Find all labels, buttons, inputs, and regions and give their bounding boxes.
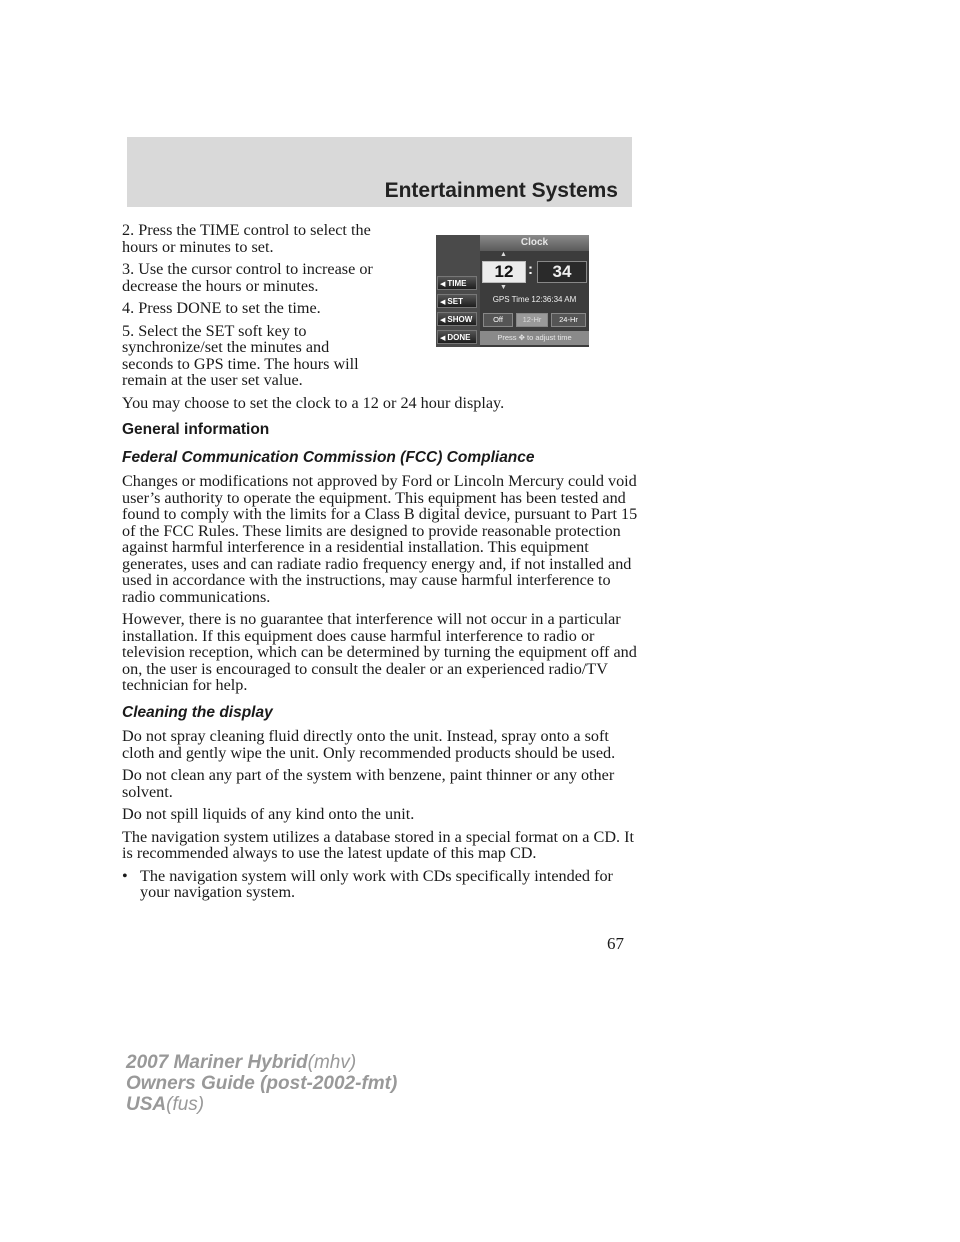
- section-title: Entertainment Systems: [384, 179, 618, 202]
- page-body: [122, 222, 642, 907]
- time-soft-key[interactable]: ◀ TIME: [437, 276, 477, 290]
- left-triangle-icon: ◀: [440, 281, 446, 288]
- clock-24hr-option[interactable]: 24-Hr: [551, 313, 586, 327]
- footer-guide: Owners Guide (post-2002-fmt): [126, 1073, 398, 1094]
- fcc-heading: Federal Communication Commission (FCC) Compliance: [122, 448, 535, 466]
- hours-field[interactable]: 12: [482, 261, 526, 283]
- cursor-control-icon: ✥: [518, 333, 525, 342]
- fcc-paragraph-2: However, there is no guarantee that interference will not occur in a particular installation. If this equipment does cause harmful interference to radio or television reception, which can be determined by turning the equipment off and on, the user is encouraged to consult the dealer or an experienced radio/TV technician for help.: [122, 610, 637, 694]
- footer-market-code: (fus): [166, 1094, 205, 1115]
- set-soft-key[interactable]: ◀ SET: [437, 294, 477, 308]
- time-separator: :: [528, 261, 533, 278]
- footer-vehicle-code: (mhv): [307, 1052, 357, 1073]
- cleaning-paragraph-1: Do not spray cleaning fluid directly onto the unit. Instead, spray onto a soft cloth and gently wipe the unit. Only recommended products should be used.: [122, 727, 616, 762]
- clock-12hr-option[interactable]: 12-Hr: [516, 313, 548, 327]
- footer-vehicle: 2007 Mariner Hybrid: [126, 1052, 308, 1073]
- bullet-icon: •: [122, 866, 128, 885]
- list-item: [122, 868, 642, 901]
- gps-time-readout: GPS Time 12:36:34 AM: [492, 295, 577, 304]
- done-soft-key[interactable]: ◀ DONE: [437, 330, 477, 344]
- show-soft-key[interactable]: ◀ SHOW: [437, 312, 477, 326]
- cleaning-paragraph-2: Do not clean any part of the system with benzene, paint thinner or any other solvent.: [122, 766, 615, 801]
- clock-note: You may choose to set the clock to a 12 or 24 hour display.: [122, 393, 505, 412]
- step-4: 4. Press DONE to set the time.: [122, 299, 321, 317]
- adjust-hint: Press ✥ to adjust time: [480, 331, 589, 345]
- cleaning-paragraph-3: Do not spill liquids of any kind onto the unit.: [122, 805, 415, 823]
- step-2: 2. Press the TIME control to select the hours or minutes to set.: [122, 221, 371, 256]
- footer-market: USA: [126, 1094, 167, 1115]
- down-arrow-icon: ▼: [500, 284, 507, 291]
- document-footer: [126, 1052, 397, 1115]
- page-number: 67: [607, 934, 624, 953]
- left-triangle-icon: ◀: [440, 299, 446, 306]
- left-triangle-icon: ◀: [440, 317, 446, 324]
- up-arrow-icon: ▲: [500, 251, 507, 258]
- fcc-paragraph-1: Changes or modifications not approved by Ford or Lincoln Mercury could void user’s authority to operate the equipment. This equipment has been tested and found to comply with the limits for a Class B digital device, pursuant to Part 15 of the FCC Rules. These limits are designed to provide reasonable protection against harmful interference in a residential installation. This equipment generates, uses and can radiate radio frequency energy and, if not installed and used in accordance with the instructions, may cause harmful interference to radio communications.: [122, 472, 638, 606]
- left-triangle-icon: ◀: [440, 335, 446, 342]
- cleaning-heading: Cleaning the display: [122, 703, 273, 721]
- clock-off-option[interactable]: Off: [483, 313, 513, 327]
- step-5: 5. Select the SET soft key to synchronize/set the minutes and seconds to GPS time. The hours will remain at the user set value.: [122, 321, 359, 389]
- minutes-field[interactable]: 34: [537, 261, 587, 283]
- step-3: 3. Use the cursor control to increase or decrease the hours or minutes.: [122, 260, 373, 295]
- bullet-text: The navigation system will only work with CDs specifically intended for your navigation system.: [140, 866, 613, 901]
- clock-screen-title: Clock: [480, 235, 589, 251]
- general-information-heading: General information: [122, 421, 270, 438]
- cleaning-paragraph-4: The navigation system utilizes a database stored in a special format on a CD. It is recommended always to use the latest update of this map CD.: [122, 827, 635, 862]
- section-header-band: [127, 137, 632, 207]
